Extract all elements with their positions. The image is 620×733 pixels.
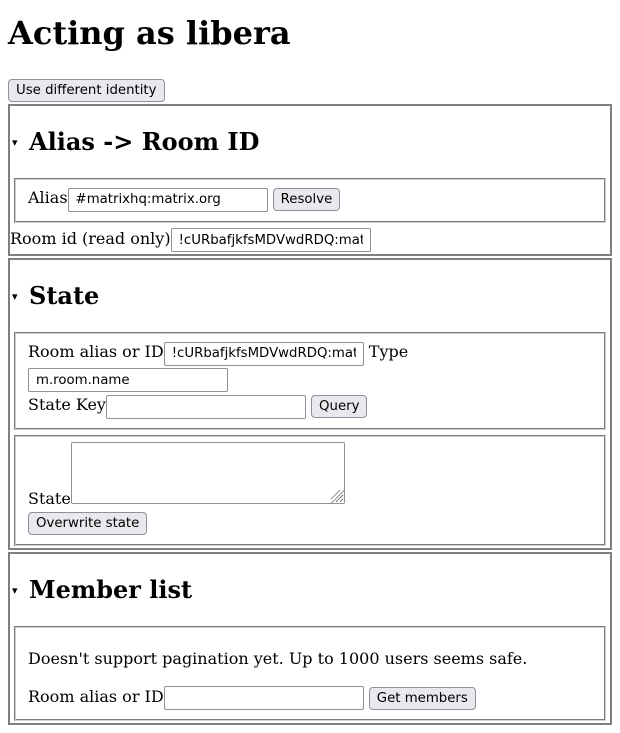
state-edit-fieldset [14,435,606,546]
state-type-input[interactable] [28,368,228,392]
state-type-label: Type [368,342,409,361]
alias-label: Alias [28,188,68,207]
state-section [8,258,612,550]
room-id-label: Room id (read only) [10,228,171,248]
overwrite-state-button[interactable]: Overwrite state [28,512,147,535]
member-list-summary[interactable] [10,554,610,621]
state-key-row [28,392,592,419]
alias-section [8,104,612,256]
room-id-input[interactable] [171,228,371,252]
disclosure-triangle-icon: ▾ [12,583,18,597]
query-button[interactable]: Query [311,395,367,418]
state-section-summary[interactable] [10,260,610,327]
state-textarea[interactable] [71,442,345,504]
use-different-identity-button[interactable]: Use different identity [8,79,165,102]
disclosure-triangle-icon: ▾ [12,290,18,303]
state-textarea-row [28,442,592,508]
get-members-button[interactable]: Get members [369,687,476,710]
overwrite-row [28,512,592,535]
member-room-row [28,684,592,711]
resolve-button[interactable]: Resolve [273,188,341,211]
state-key-label: State Key [28,395,106,414]
alias-fieldset [14,178,606,223]
state-query-fieldset [14,332,606,430]
toolbar [8,79,612,102]
state-section-heading: State [29,281,100,310]
member-list-fieldset [14,626,606,722]
member-list-heading: Member list [29,574,193,604]
disclosure-triangle-icon: ▾ [12,136,18,149]
member-room-label: Room alias or ID [28,686,164,706]
state-key-input[interactable] [106,395,306,419]
page-title: Acting as libera [8,14,291,52]
state-label: State [28,488,71,508]
room-id-row [10,226,610,253]
pagination-note: Doesn't support pagination yet. Up to 1000 users seems safe. [28,648,528,668]
member-room-input[interactable] [164,686,364,710]
alias-input[interactable] [68,188,268,212]
alias-section-summary[interactable] [10,106,610,173]
alias-row [28,185,592,212]
state-room-input[interactable] [164,342,364,366]
alias-section-heading: Alias -> Room ID [29,127,260,156]
state-room-label: Room alias or ID [28,342,164,361]
state-room-row [28,339,592,392]
member-list-section [8,552,612,726]
